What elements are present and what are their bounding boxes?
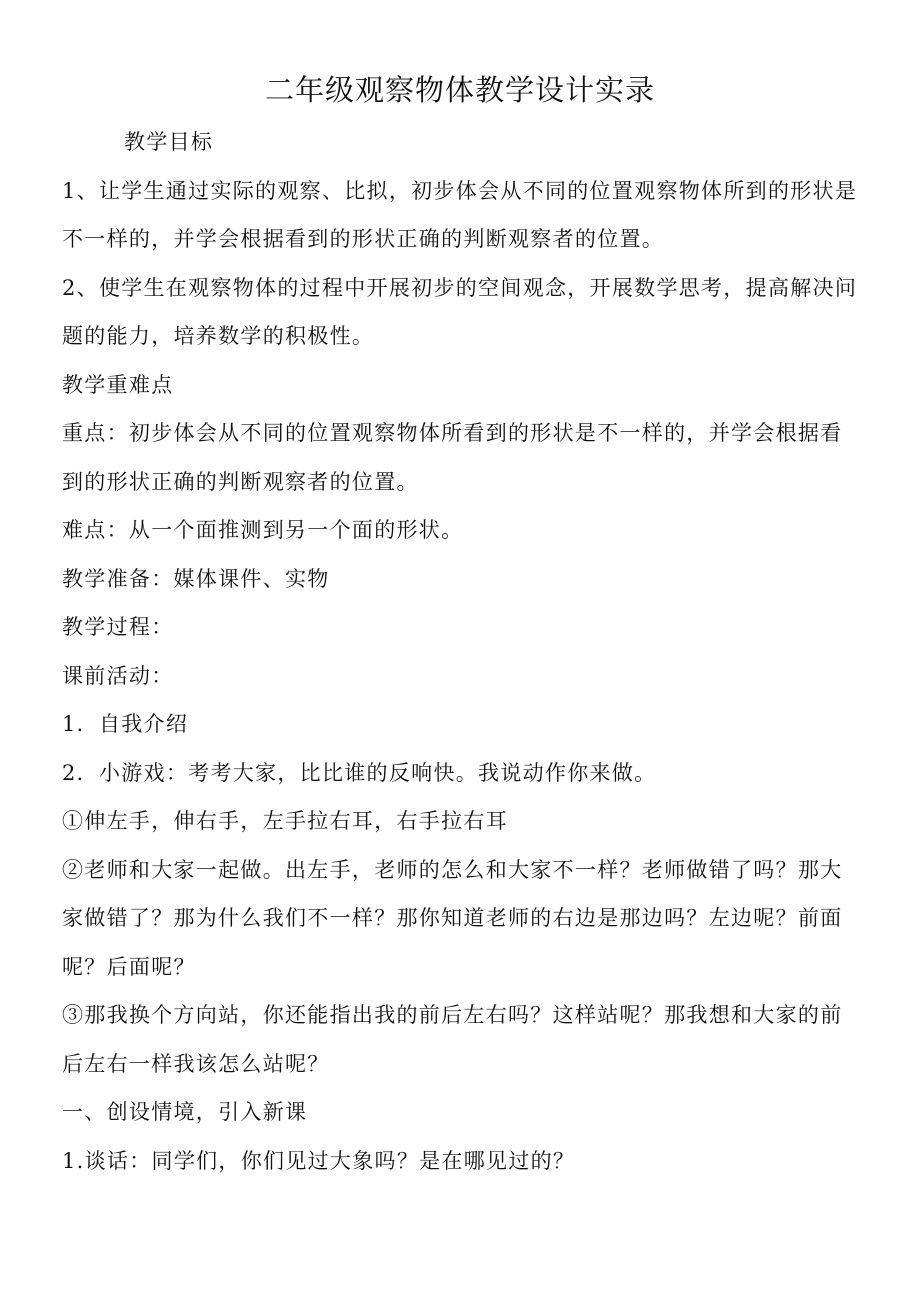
goal-1-paragraph: 1、让学生通过实际的观察、比拟，初步体会从不同的位置观察物体所到的形状是不一样的，并学会根据看到的形状正确的判断观察者的位置。	[62, 178, 858, 251]
difficult-point-paragraph: 难点：从一个面推测到另一个面的形状。	[62, 518, 464, 542]
document-body	[62, 118, 862, 1185]
self-introduction-item: 1．自我介绍	[62, 712, 189, 736]
goal-2-paragraph: 2、使学生在观察物体的过程中开展初步的空间观念，开展数学思考，提高解决问题的能力，培养数学的积极性。	[62, 275, 858, 348]
document-title: 二年级观察物体教学设计实录	[264, 73, 655, 107]
heading-teaching-goals: 教学目标	[124, 130, 214, 154]
pre-class-activity-heading: 课前活动：	[62, 663, 174, 688]
heading-key-difficult-points: 教学重难点	[62, 372, 174, 397]
talk-paragraph: 1.谈话：同学们，你们见过大象吗？是在哪见过的？	[62, 1148, 576, 1173]
teaching-preparation-paragraph: 教学准备：媒体课件、实物	[62, 566, 330, 591]
key-point-paragraph: 重点：初步体会从不同的位置观察物体所看到的形状是不一样的，并学会根据看到的形状正确的判断观察者的位置。	[62, 421, 843, 494]
game-step-3: ③那我换个方向站，你还能指出我的前后左右吗？这样站呢？那我想和大家的前后左右一样我该怎么站呢？	[62, 1003, 843, 1076]
game-step-2: ②老师和大家一起做。出左手，老师的怎么和大家不一样？老师做错了吗？那大家做错了？那为什么我们不一样？那你知道老师的右边是那边吗？左边呢？前面呢？后面呢？	[62, 857, 843, 979]
teaching-process-heading: 教学过程：	[62, 615, 174, 639]
game-step-1: ①伸左手，伸右手，左手拉右耳，右手拉右耳	[62, 809, 508, 833]
mini-game-item: 2．小游戏：考考大家，比比谁的反响快。我说动作你来做。	[62, 760, 657, 785]
section-1-heading: 一、创设情境，引入新课	[62, 1100, 308, 1124]
